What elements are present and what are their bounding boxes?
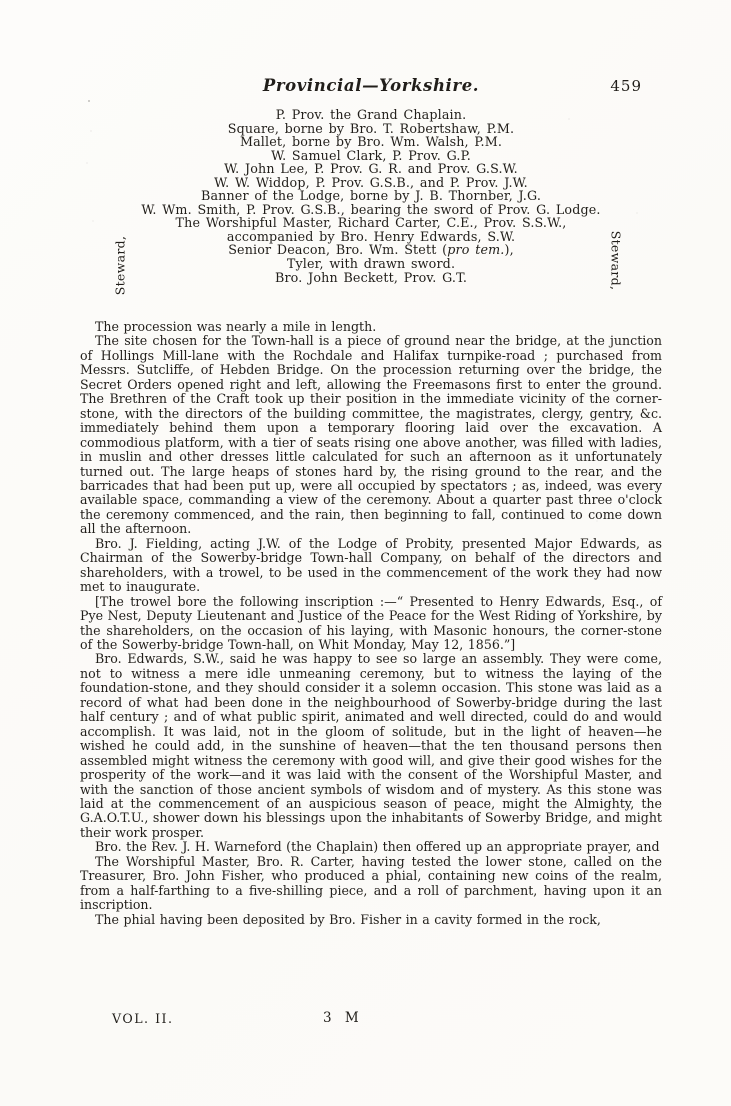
procession-line: Square, borne by Bro. T. Robertshaw, P.M.: [227, 120, 515, 136]
body-paragraph: Bro. J. Fielding, acting J.W. of the Lodge of Probity, presented Major Edwards, as Chairman of the Sowerby-bridge Town-hall Company, on behalf of the directors and shareholders, with a trowel, to be used in the commencement of the work they had now met to inaugurate.: [80, 535, 662, 595]
body-paragraph: Bro. the Rev. J. H. Warneford (the Chaplain) then offered up an appropriate prayer, and: [95, 839, 660, 855]
procession-line-text: Senior Deacon, Bro. Wm. Stett (: [228, 242, 448, 258]
body-paragraph: [The trowel bore the following inscription :—“ Presented to Henry Edwards, Esq., of Pye Nest, Deputy Lieutenant and Justice of the Peace for the West Riding of Yorkshire, by the shareholders, on the occasion of his laying, with Masonic honours, the corner-stone of the Sowerby-bridge Town-hall, on Whit Monday, May 12, 1856.”]: [80, 593, 662, 652]
procession-line-text: ),: [504, 242, 514, 258]
procession-line: accompanied by Bro. Henry Edwards, S.W.: [226, 228, 516, 244]
body-paragraph: The site chosen for the Town-hall is a piece of ground near the bridge, at the junction of Hollings Mill-lane with the Rochdale and Halifax turnpike-road ; purchased from Messrs. Sutcliffe, of Hebden Bridge. On the procession returning over the bridge, the Secret Orders opened right and left, allowing the Freemasons first to enter the ground. The Brethren of the Craft took up their position in the immediate vicinity of the corner-stone, with the directors of the building committee, the magistrates, clergy, gentry, &c. immediately behind them upon a temporary flooring laid over the excavation. A commodious platform, with a tier of seats rising one above another, was filled with ladies, in muslin and other dresses little calculated for such an afternoon as it unfortunately turned out. The large heaps of stones hard by, the rising ground to the rear, and the barricades that had been put up, were all occupied by spectators ; as, indeed, was every available space, commanding a view of the ceremony. About a quarter past three o'clock the ceremony commenced, and the rain, then beginning to fall, continued to come down all the afternoon.: [80, 333, 662, 537]
page-footer: [80, 1011, 662, 1029]
procession-line: W. W. Widdop, P. Prov. G.S.B., and P. Prov. J.W.: [214, 174, 528, 190]
procession-line: W. Wm. Smith, P. Prov. G.S.B., bearing the sword of Prov. G. Lodge.: [141, 201, 601, 217]
pro-tem-italic: pro tem.: [447, 242, 505, 258]
body-paragraph: The procession was nearly a mile in length.: [95, 319, 377, 334]
page-title: Provincial—Yorkshire.: [262, 76, 480, 95]
body-paragraph: The phial having been deposited by Bro. Fisher in a cavity formed in the rock,: [95, 911, 601, 927]
page-number: 459: [610, 77, 642, 95]
procession-line: W. Samuel Clark, P. Prov. G.P.: [271, 147, 471, 163]
procession-line: Banner of the Lodge, borne by J. B. Thornber, J.G.: [200, 188, 542, 204]
body-paragraph: The Worshipful Master, Bro. R. Carter, having tested the lower stone, called on the Treasurer, Bro. John Fisher, who produced a phial, containing new coins of the realm, from a half-farthing to a five-shilling piece, and a roll of parchment, having upon it an inscription.: [80, 853, 662, 913]
procession-line: W. John Lee, P. Prov. G. R. and Prov. G.S.W.: [224, 161, 518, 177]
body-paragraph: Bro. Edwards, S.W., said he was happy to see so large an assembly. They were come, not to witness a mere idle unmeaning ceremony, but to witness the laying of the foundation-stone, and they should consider it a solemn occasion. This stone was laid as a record of what had been done in the neighbourhood of Sowerby-bridge during the last half century ; and of what public spirit, animated and well directed, could do and would accomplish. It was laid, not in the gloom of solitude, but in the light of heaven—he wished he could add, in the sunshine of heaven—that the ten thousand persons then assembled might witness the ceremony with good will, and give their good wishes for the prosperity of the work—and it was laid with the consent of the Worshipful Master, and with the sanction of those ancient symbols of wisdom and of mystery. As this stone was laid at the commencement of an auspicious season of peace, might the Almighty, the G.A.O.T.U., shower down his blessings upon the inhabitants of Sowerby Bridge, and might their work prosper.: [80, 651, 662, 840]
procession-line: P. Prov. the Grand Chaplain.: [275, 107, 467, 122]
scan-noise-specks: [88, 100, 90, 102]
page-header: [80, 76, 662, 100]
steward-label-left: Steward,: [112, 235, 128, 296]
article-body: [80, 320, 662, 927]
procession-line-senior-deacon: [80, 243, 662, 257]
procession-line: Mallet, borne by Bro. Wm. Walsh, P.M.: [239, 134, 503, 150]
procession-line: Tyler, with drawn sword.: [286, 256, 456, 272]
footer-volume: VOL. II.: [112, 1011, 174, 1026]
procession-line: The Worshipful Master, Richard Carter, C.E., Prov. S.S.W.,: [175, 215, 567, 231]
footer-signature-mark: 3 M: [323, 1010, 360, 1026]
procession-list: [80, 108, 662, 284]
procession-line: Bro. John Beckett, Prov. G.T.: [274, 269, 468, 285]
steward-label-right: Steward,: [608, 230, 624, 291]
